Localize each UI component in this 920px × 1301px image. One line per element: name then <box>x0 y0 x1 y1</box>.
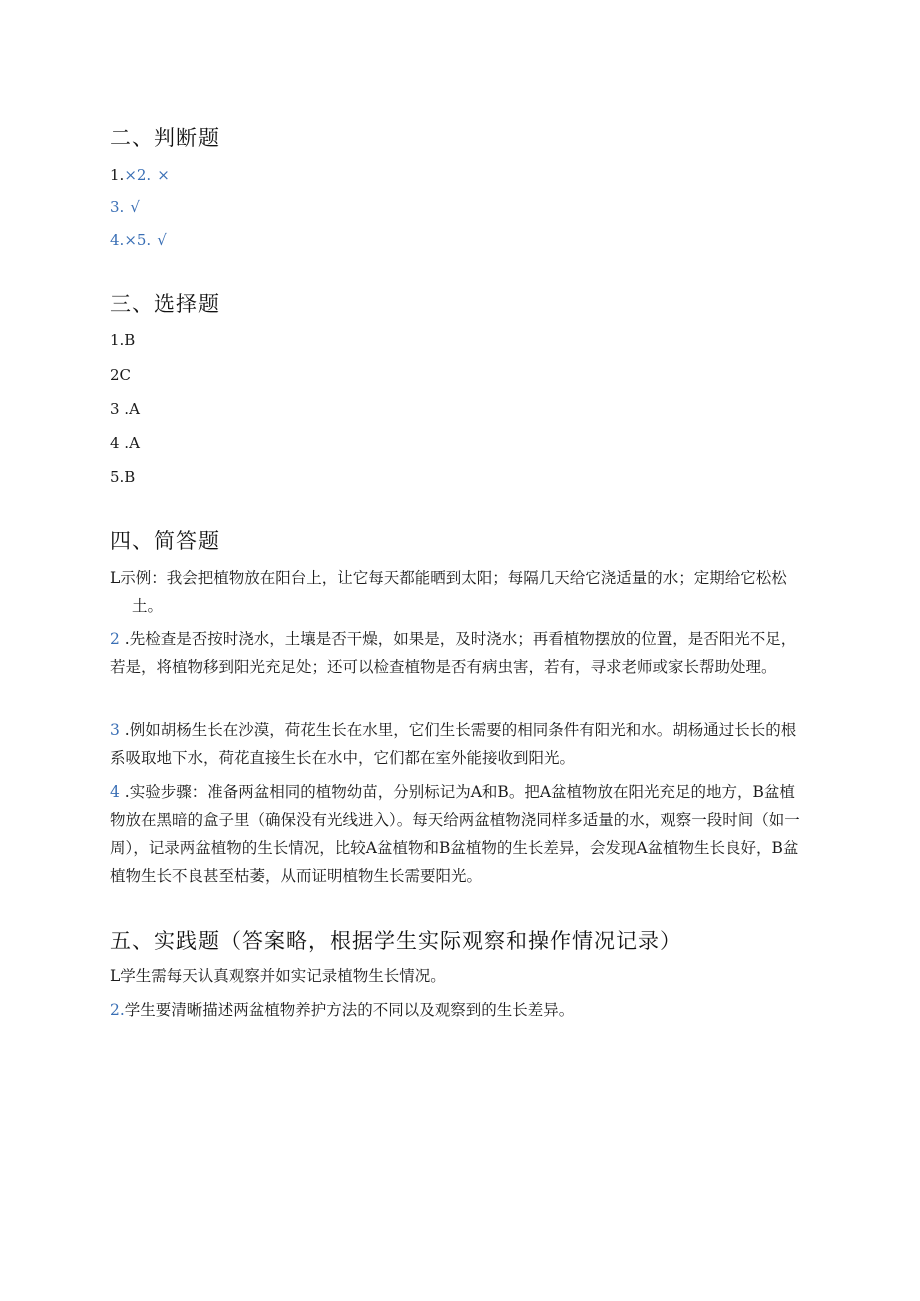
judge-mark-5: √ <box>157 231 167 249</box>
practice-item-2-num: 2. <box>110 1001 125 1019</box>
choice-item-1: 1.B <box>110 331 136 349</box>
judge-line-3 <box>110 230 167 250</box>
judge-num-1: 1. <box>110 166 125 184</box>
judge-mark-2: × <box>157 166 170 184</box>
short-answer-2 <box>110 625 810 681</box>
short-answer-1 <box>110 564 810 620</box>
practice-item-1-text: L学生需每天认真观察并如实记录植物生长情况。 <box>110 967 446 985</box>
choice-item-5: 5.B <box>110 468 136 486</box>
judge-num-3: 3. <box>110 198 125 216</box>
choice-item-3: 3 .A <box>110 400 140 418</box>
choice-item-4: 4 .A <box>110 434 140 452</box>
judge-mark-1: × <box>124 166 137 184</box>
judge-num-4: 4. <box>110 231 125 249</box>
judge-num-2: 2. <box>136 166 152 184</box>
judge-section-heading: 二、判断题 <box>110 126 220 150</box>
practice-section-heading: 五、实践题（答案略，根据学生实际观察和操作情况记录） <box>110 929 682 953</box>
judge-line-2 <box>110 197 140 217</box>
judge-mark-3: √ <box>130 198 140 216</box>
short-answer-2-text: .先检查是否按时浇水，土壤是否干燥，如果是，及时浇水；再看植物摆放的位置，是否阳光不足，若是，将植物移到阳光充足处；还可以检查植物是否有病虫害，若有，寻求老师或家长帮助处理。 <box>110 630 797 676</box>
short-section-heading: 四、简答题 <box>110 529 220 553</box>
choice-section-heading: 三、选择题 <box>110 292 220 316</box>
short-answer-3-num: 3 <box>110 721 120 739</box>
judge-num-5: 5. <box>136 231 152 249</box>
judge-mark-4: × <box>124 231 137 249</box>
short-answer-3 <box>110 716 810 772</box>
short-answer-2-num: 2 <box>110 630 120 648</box>
judge-line-1 <box>110 165 170 185</box>
practice-item-1 <box>110 966 446 986</box>
short-answer-4 <box>110 778 810 890</box>
short-answer-4-num: 4 <box>110 783 120 801</box>
practice-item-2-text: 学生要清晰描述两盆植物养护方法的不同以及观察到的生长差异。 <box>124 1001 575 1019</box>
practice-item-2 <box>110 1000 574 1020</box>
short-answer-3-text: .例如胡杨生长在沙漠，荷花生长在水里，它们生长需要的相同条件有阳光和水。胡杨通过长长的根系吸取地下水，荷花直接生长在水中，它们都在室外能接收到阳光。 <box>110 721 797 767</box>
short-answer-1-text: L示例：我会把植物放在阳台上，让它每天都能晒到太阳；每隔几天给它浇适量的水；定期给它松松土。 <box>110 569 787 615</box>
short-answer-4-text: .实验步骤：准备两盆相同的植物幼苗，分别标记为A和B。把A盆植物放在阳光充足的地方，B盆植物放在黑暗的盒子里（确保没有光线进入）。每天给两盆植物浇同样多适量的水，观察一段时间（如一周），记录两盆植物的生长情况，比较A盆植物和B盆植物的生长差异，会发现A盆植物生长良好，B盆植物生长不良甚至枯萎，从而证明植物生长需要阳光。 <box>110 783 800 885</box>
choice-item-2: 2C <box>110 366 132 384</box>
